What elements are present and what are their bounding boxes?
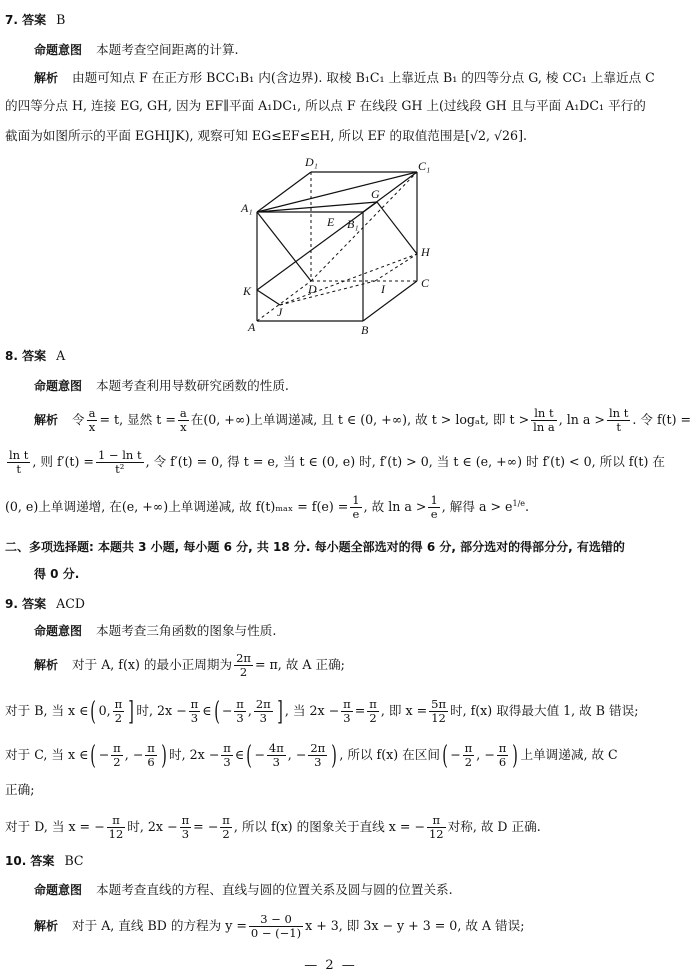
q10-analysis-a xyxy=(34,912,524,940)
q9-text: ∈ xyxy=(202,703,212,718)
paren-open: ( xyxy=(442,740,448,771)
section2-title-line-2 xyxy=(34,566,79,582)
q9-analysis-label: 解析 xyxy=(34,658,59,672)
q9-text: − xyxy=(254,747,265,762)
q8-text: , 令 f′(t) = 0, 得 t = e, 当 t ∈ (0, e) 时, f′(t) > 0, 当 t ∈ (e, +∞) 时 f′(t) < 0, 所以 f(t) 在 xyxy=(145,454,665,469)
q10-analysis-label: 解析 xyxy=(34,919,59,933)
numerator: π xyxy=(222,813,230,827)
denominator: 6 xyxy=(498,755,507,769)
fraction xyxy=(367,698,379,725)
numerator: π xyxy=(113,741,121,755)
paren-close: ) xyxy=(161,740,167,771)
fraction xyxy=(463,742,475,769)
numerator: 2π xyxy=(310,741,326,755)
fraction xyxy=(428,494,439,521)
q8-text: . xyxy=(525,499,530,515)
denominator: 12 xyxy=(108,827,124,841)
q10-text: x + 3, 即 3x − y + 3 = 0, 故 A 错误; xyxy=(305,918,525,933)
paren-close: ) xyxy=(331,740,338,771)
label-b: B xyxy=(361,323,369,337)
fraction xyxy=(607,407,630,434)
numerator: π xyxy=(223,741,231,755)
fraction xyxy=(234,652,253,679)
denominator: 3 xyxy=(314,755,322,769)
q8-intent: 本题考查利用导数研究函数的性质. xyxy=(96,378,289,393)
denominator: 3 xyxy=(223,755,231,769)
hidden-edge-a-d xyxy=(257,281,311,321)
label-d1: D₁ xyxy=(305,155,318,169)
fraction xyxy=(107,814,126,841)
numerator: 1 xyxy=(352,493,360,508)
denominator: 2 xyxy=(114,711,123,725)
q7-intent-line xyxy=(34,42,239,58)
fraction xyxy=(96,449,144,476)
q8-text: , 故 ln a > xyxy=(363,499,427,515)
numerator: 2π xyxy=(236,651,251,665)
q7-intent-label: 命题意图 xyxy=(34,43,83,57)
seg-k-g xyxy=(257,202,377,290)
numerator: ln t xyxy=(531,407,557,421)
denominator: ln a xyxy=(533,420,555,434)
fraction xyxy=(427,814,446,841)
fraction xyxy=(221,742,233,769)
label-d: D xyxy=(308,282,317,296)
denominator: 6 xyxy=(147,755,155,769)
fraction xyxy=(497,742,509,769)
fraction xyxy=(531,407,557,434)
q9-intent-line xyxy=(34,623,276,639)
q8-analysis-label: 解析 xyxy=(34,413,59,427)
q9-intent-label: 命题意图 xyxy=(34,624,83,638)
fraction xyxy=(178,407,189,434)
denominator: e xyxy=(430,507,438,522)
diag-a1-c1 xyxy=(257,172,417,212)
numerator: π xyxy=(107,814,126,828)
denominator: 3 xyxy=(190,711,199,725)
paren-close: ) xyxy=(512,740,519,771)
q9-text: = π, 故 A 正确; xyxy=(254,657,345,672)
denominator: t xyxy=(16,462,21,476)
q9-text: = − xyxy=(193,819,219,834)
denominator: 2 xyxy=(222,827,230,841)
denominator: 2 xyxy=(464,755,473,769)
q9-text: 时, 2x − xyxy=(127,819,178,834)
denominator: x xyxy=(88,420,96,434)
numerator: π xyxy=(464,741,473,755)
q9-text: , − xyxy=(124,747,144,762)
numerator: π xyxy=(427,814,446,828)
numerator: 1 xyxy=(430,493,438,508)
q7-analysis-text-3: 截面为如图所示的平面 EGHIJK), 观察可知 EG≤EF≤EH, 所以 EF 的取值范围是[√2, √26]. xyxy=(5,128,527,143)
denominator: e xyxy=(352,507,360,522)
q9-heading: 9. 答案 xyxy=(5,597,47,611)
denominator: x xyxy=(180,420,187,434)
numerator: 5π xyxy=(431,697,446,711)
q10-text: 对于 A, 直线 BD 的方程为 y = xyxy=(72,918,247,933)
q9-text: − xyxy=(221,703,233,718)
numerator: 3 − 0 xyxy=(249,913,303,927)
section2-text-1: 二、多项选择题: 本题共 3 小题, 每小题 6 分, 共 18 分. 每小题全部选对的得 6 分, 部分选对的得部分分, 有选错的 xyxy=(5,540,625,554)
hidden-seg-j-i xyxy=(280,281,375,305)
denominator: 2 xyxy=(113,755,121,769)
label-b1: B₁ xyxy=(347,217,359,231)
numerator: π xyxy=(114,697,123,711)
page-number: — 2 — xyxy=(304,958,357,973)
q8-text: = t, 显然 t = xyxy=(99,412,176,427)
fraction xyxy=(234,698,246,725)
q9-text: 对于 B, 当 x ∈ xyxy=(5,703,89,718)
seg-k-j xyxy=(257,290,280,305)
q7-analysis-label: 解析 xyxy=(34,71,59,85)
q9-text: 时, 2x − xyxy=(168,747,220,762)
q9-text: , 当 2x − xyxy=(284,703,340,718)
fraction xyxy=(111,742,123,769)
q9-text: 上单调递减, 故 C xyxy=(520,747,618,762)
q9-answer: ACD xyxy=(56,596,85,611)
q9-text: 正确; xyxy=(5,782,35,797)
q9-text: , xyxy=(247,703,252,718)
denominator: 3 xyxy=(343,711,351,725)
q7-heading-line xyxy=(5,12,65,28)
numerator: 2π xyxy=(255,697,271,711)
paren-close: ] xyxy=(128,696,135,727)
q7-analysis-text-1: 由题可知点 F 在正方形 BCC₁B₁ 内(含边界). 取棱 B₁C₁ 上靠近点 B₁ 的四等分点 G, 棱 CC₁ 上靠近点 C xyxy=(72,70,655,85)
fraction xyxy=(341,698,353,725)
q8-text: , 解得 a > e xyxy=(441,499,513,515)
denominator: 12 xyxy=(431,711,446,725)
hidden-seg-j-h xyxy=(280,254,417,305)
section2-title-line-1 xyxy=(5,539,625,555)
numerator: a xyxy=(88,406,96,420)
numerator: π xyxy=(181,813,190,827)
edge-a1-d1 xyxy=(257,172,311,212)
label-g: G xyxy=(371,187,380,201)
q7-answer: B xyxy=(56,12,66,27)
fraction xyxy=(145,742,157,769)
denominator: 3 xyxy=(236,711,244,725)
section2-text-2: 得 0 分. xyxy=(34,567,80,581)
q9-text: 时, f(x) 取得最大值 1, 故 B 错误; xyxy=(450,703,639,718)
q8-analysis-line-3 xyxy=(5,490,529,521)
label-c1: C₁ xyxy=(418,159,431,173)
denominator: t² xyxy=(115,462,125,476)
q9-text: , 所以 f(x) 在区间 xyxy=(339,747,440,762)
denominator: 12 xyxy=(428,827,444,841)
q8-text: . 令 f(t) = xyxy=(632,412,691,427)
q10-heading-line xyxy=(5,853,84,869)
q8-text: 在(0, +∞)上单调递减, 且 t ∈ (0, +∞), 故 t > logₐt, 即 t > xyxy=(190,412,530,427)
q9-text: − xyxy=(450,747,461,762)
q10-intent: 本题考查直线的方程、直线与圆的位置关系及圆与圆的位置关系. xyxy=(96,882,453,897)
fraction xyxy=(308,742,327,769)
label-a: A xyxy=(248,320,256,334)
q7-analysis-text-2: 的四等分点 H, 连接 EG, GH, 因为 EF∥平面 A₁DC₁, 所以点 F 在线段 GH 上(过线段 GH 且与平面 A₁DC₁ 平行的 xyxy=(5,98,646,113)
numerator: π xyxy=(236,697,244,711)
label-i: I xyxy=(381,282,385,296)
numerator: ln t xyxy=(608,406,629,420)
fraction xyxy=(180,814,192,841)
q7-analysis-line-2 xyxy=(5,98,646,114)
label-h: H xyxy=(421,245,430,259)
paren-close: ] xyxy=(277,696,283,727)
q9-heading-line xyxy=(5,596,85,612)
q9-analysis-c-cont xyxy=(5,782,34,798)
q9-text: 0, xyxy=(98,703,111,718)
q8-text: (0, e)上单调递增, 在(e, +∞)上单调递减, 故 f(t)ₘₐₓ = f(e) = xyxy=(5,499,349,515)
paren-open: ( xyxy=(90,740,97,771)
fraction xyxy=(113,698,125,725)
q9-text: , 所以 f(x) 的图象关于直线 x = − xyxy=(233,819,425,834)
cube-figure xyxy=(235,150,445,340)
q8-answer: A xyxy=(56,348,66,363)
denominator: 3 xyxy=(259,711,267,725)
q7-heading: 7. 答案 xyxy=(5,13,47,27)
numerator: π xyxy=(369,697,377,711)
numerator: π xyxy=(498,741,507,755)
paren-open: ( xyxy=(90,696,97,727)
q8-analysis-line-2 xyxy=(5,448,665,476)
label-a1: A₁ xyxy=(241,201,253,215)
q9-text: = xyxy=(354,703,366,718)
q9-text: , − xyxy=(476,747,495,762)
denominator: 2 xyxy=(369,711,377,725)
numerator: ln t xyxy=(9,448,29,462)
q9-text: 对称, 故 D 正确. xyxy=(447,819,541,834)
fraction xyxy=(220,814,232,841)
q8-intent-label: 命题意图 xyxy=(34,379,83,393)
q9-analysis-b xyxy=(5,698,638,725)
paren-open: ( xyxy=(213,696,220,727)
q9-intent: 本题考查三角函数的图象与性质. xyxy=(96,623,277,638)
denominator: t xyxy=(616,420,621,434)
q8-heading-line xyxy=(5,348,65,364)
q7-analysis-line-1 xyxy=(34,70,655,86)
fraction xyxy=(7,449,30,476)
numerator: π xyxy=(343,697,351,711)
q10-intent-line xyxy=(34,882,453,898)
q10-answer: BC xyxy=(64,853,84,868)
numerator: π xyxy=(147,741,155,755)
numerator: a xyxy=(179,406,187,420)
q8-text: , ln a > xyxy=(558,412,605,427)
paren-open: ( xyxy=(246,740,253,771)
denominator: 2 xyxy=(239,665,248,679)
q9-text: 对于 C, 当 x ∈ xyxy=(5,747,89,762)
q9-text: , − xyxy=(287,747,307,762)
q8-text: 令 xyxy=(72,412,85,427)
q9-text: 对于 D, 当 x = − xyxy=(5,819,105,834)
q9-text: 对于 A, f(x) 的最小正周期为 xyxy=(72,657,233,672)
q9-text: − xyxy=(98,747,110,762)
denominator: 3 xyxy=(272,755,280,769)
label-c: C xyxy=(421,276,430,290)
fraction xyxy=(249,913,303,940)
label-k: K xyxy=(243,284,252,298)
q8-intent-line xyxy=(34,378,289,394)
numerator: 1 − ln t xyxy=(97,448,142,462)
fraction xyxy=(350,494,361,521)
fraction xyxy=(429,698,448,725)
denominator: 3 xyxy=(181,827,190,841)
q7-intent: 本题考查空间距离的计算. xyxy=(96,42,239,57)
q8-text: , 则 f′(t) = xyxy=(32,454,94,469)
edge-b-c xyxy=(363,281,417,321)
numerator: 4π xyxy=(268,741,284,755)
q9-analysis-c xyxy=(5,742,618,769)
q9-analysis-a xyxy=(34,652,345,679)
q7-analysis-line-3 xyxy=(5,128,527,144)
q8-heading: 8. 答案 xyxy=(5,349,47,363)
fraction xyxy=(267,742,286,769)
label-j: J xyxy=(277,305,283,319)
fraction xyxy=(87,407,98,434)
fraction xyxy=(254,698,273,725)
q8-analysis-line-1 xyxy=(34,406,691,434)
q9-text: , 即 x = xyxy=(380,703,428,718)
q9-analysis-d xyxy=(5,814,541,841)
q10-heading: 10. 答案 xyxy=(5,854,55,868)
seg-g-h xyxy=(377,202,417,254)
numerator: π xyxy=(190,697,199,711)
label-e: E xyxy=(327,215,335,229)
exponent: 1/e xyxy=(512,499,526,508)
q10-intent-label: 命题意图 xyxy=(34,883,83,897)
q9-text: 时, 2x − xyxy=(136,703,187,718)
denominator: 0 − (−1) xyxy=(250,926,302,940)
fraction xyxy=(189,698,201,725)
q9-text: ∈ xyxy=(234,747,245,762)
